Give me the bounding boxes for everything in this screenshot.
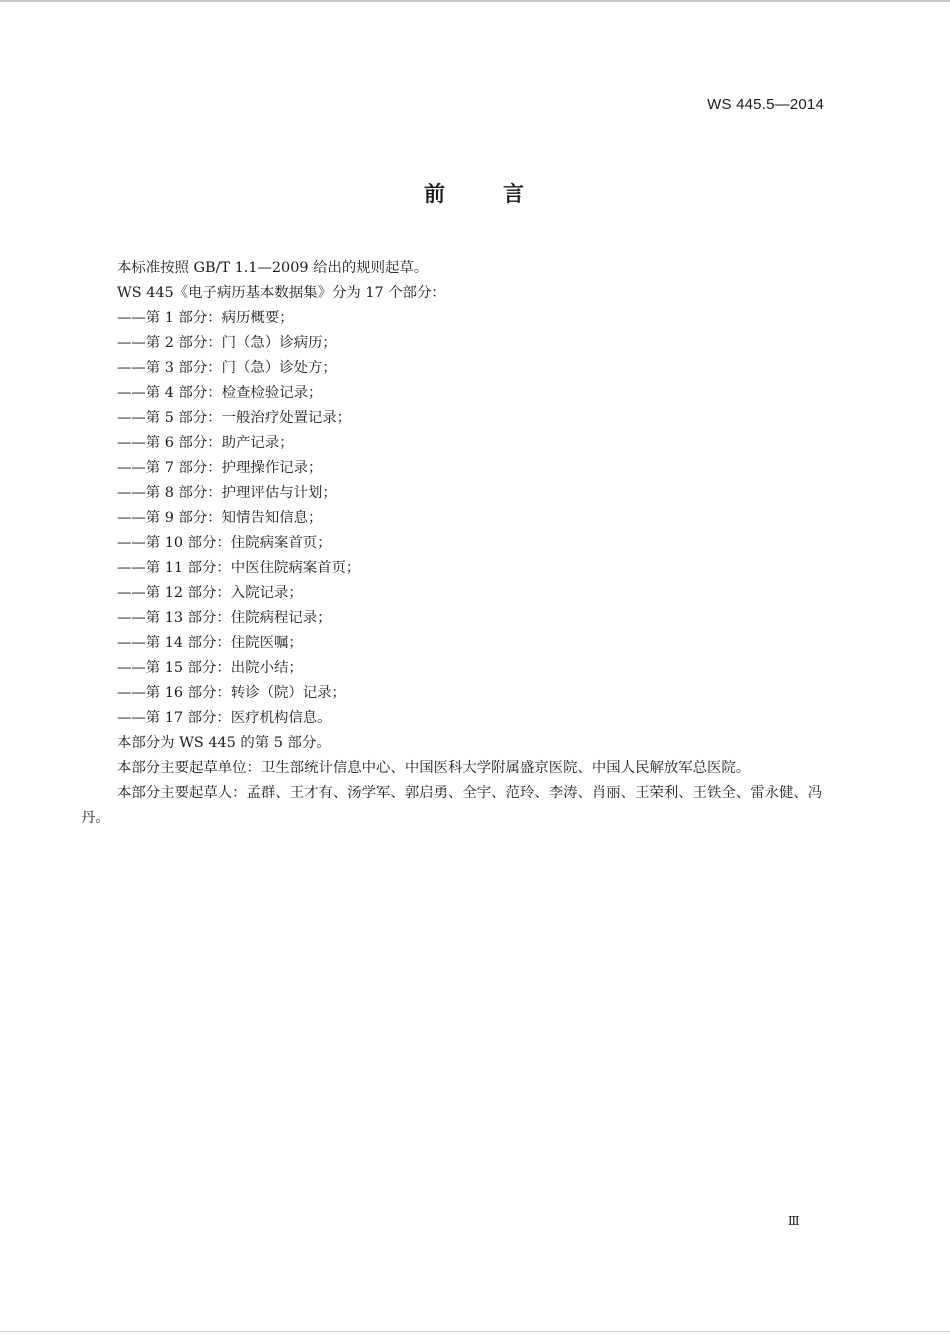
list-item: ——第 1 部分：病历概要；	[117, 310, 294, 326]
list-item: ——第 5 部分：一般治疗处置记录；	[117, 410, 352, 426]
list-item: ——第 11 部分：中医住院病案首页；	[117, 560, 361, 576]
page-number: Ⅲ	[788, 1214, 800, 1228]
top-edge-line	[0, 0, 950, 2]
paragraph-drafting-rules: 本标准按照 GB/T 1.1—2009 给出的规则起草。	[117, 260, 429, 276]
paragraph-part-note: 本部分为 WS 445 的第 5 部分。	[117, 735, 331, 751]
paragraph-parts-intro: WS 445《电子病历基本数据集》分为 17 个部分：	[117, 285, 446, 301]
list-item: ——第 16 部分：转诊（院）记录；	[117, 685, 346, 701]
list-item: ——第 10 部分：住院病案首页；	[117, 535, 332, 551]
foreword-body	[81, 256, 831, 831]
title-char-2: 言	[503, 182, 526, 206]
list-item: ——第 13 部分：住院病程记录；	[117, 610, 332, 626]
list-item: ——第 17 部分：医疗机构信息。	[117, 710, 332, 726]
list-item: ——第 12 部分：入院记录；	[117, 585, 303, 601]
list-item: ——第 3 部分：门（急）诊处方；	[117, 360, 337, 376]
list-item: ——第 14 部分：住院医嘱；	[117, 635, 303, 651]
list-item: ——第 7 部分：护理操作记录；	[117, 460, 323, 476]
paragraph-drafting-units: 本部分主要起草单位：卫生部统计信息中心、中国医科大学附属盛京医院、中国人民解放军总医院。	[117, 760, 751, 776]
bottom-edge-line	[0, 1331, 950, 1332]
list-item: ——第 9 部分：知情告知信息；	[117, 510, 323, 526]
list-item: ——第 2 部分：门（急）诊病历；	[117, 335, 337, 351]
title-char-1: 前	[424, 182, 447, 206]
list-item: ——第 8 部分：护理评估与计划；	[117, 485, 337, 501]
list-item: ——第 15 部分：出院小结；	[117, 660, 303, 676]
standard-number: WS 445.5—2014	[707, 96, 824, 113]
list-item: ——第 4 部分：检查检验记录；	[117, 385, 323, 401]
paragraph-drafters: 本部分主要起草人：孟群、王才有、汤学军、郭启勇、全宇、范玲、李涛、肖丽、王荣利、王铁全、雷永健、冯丹。	[81, 785, 823, 826]
page-title	[0, 178, 950, 208]
list-item: ——第 6 部分：助产记录；	[117, 435, 294, 451]
